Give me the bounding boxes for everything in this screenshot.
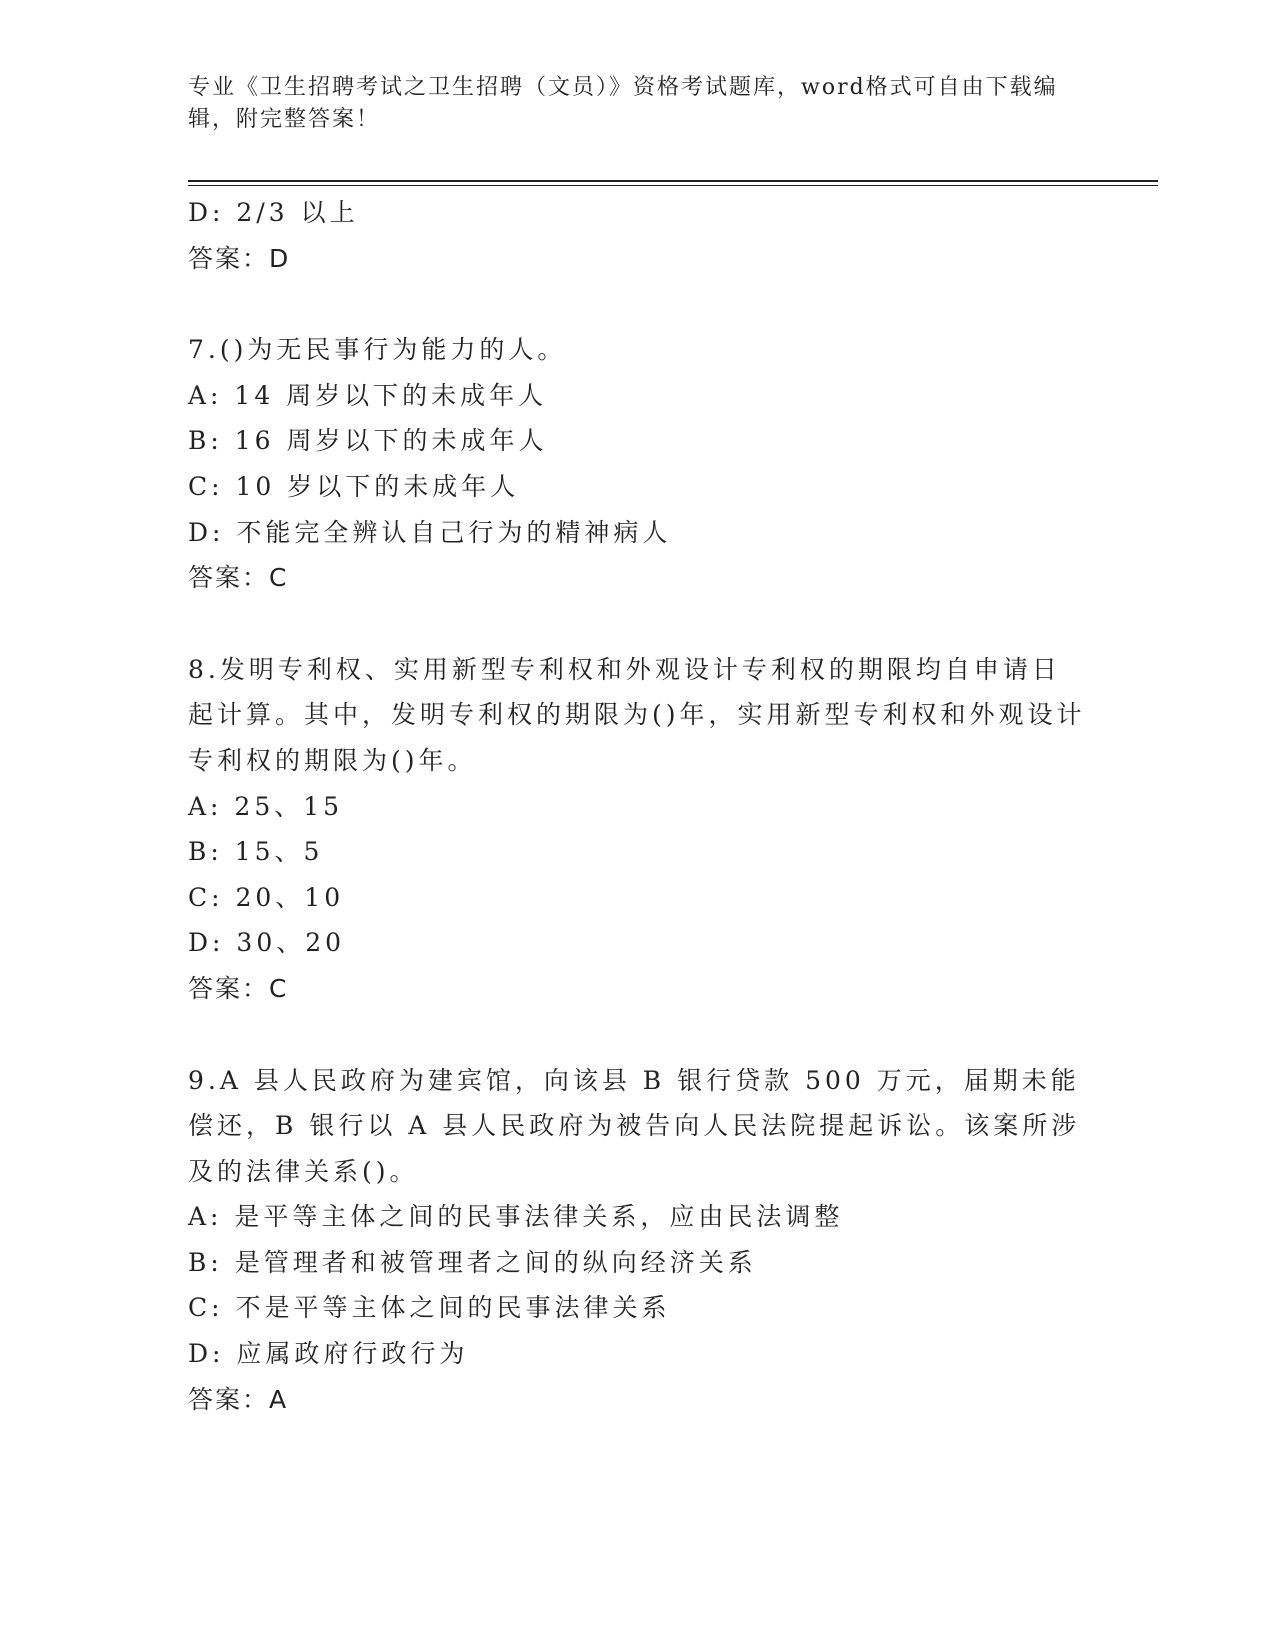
option-b: B: 16 周岁以下的未成年人 — [188, 426, 548, 456]
answer-line: 答案：A — [188, 1384, 289, 1414]
option-d: D: 应属政府行政行为 — [188, 1339, 469, 1369]
question-7 — [188, 327, 1088, 601]
option-c: C: 10 岁以下的未成年人 — [188, 471, 520, 501]
question-list — [188, 190, 1088, 1422]
option-d: D: 30、20 — [188, 928, 346, 958]
question-stem: 8.发明专利权、实用新型专利权和外观设计专利权的期限均自申请日起计算。其中，发明专利权的期限为()年，实用新型专利权和外观设计专利权的期限为()年。 — [188, 654, 1086, 775]
spacer — [188, 601, 1088, 647]
option-c: C: 不是平等主体之间的民事法律关系 — [188, 1293, 671, 1323]
option-c: C: 20、10 — [188, 882, 345, 912]
option-a: A: 是平等主体之间的民事法律关系，应由民法调整 — [188, 1202, 844, 1232]
option-a: A: 25、15 — [188, 791, 344, 821]
question-9 — [188, 1058, 1088, 1423]
spacer — [188, 281, 1088, 327]
option-a: A: 14 周岁以下的未成年人 — [188, 380, 548, 410]
option-d: D: 不能完全辨认自己行为的精神病人 — [188, 517, 672, 547]
question-8 — [188, 647, 1088, 1012]
spacer — [188, 1012, 1088, 1058]
header-rule-thick — [188, 180, 1158, 182]
document-header: 专业《卫生招聘考试之卫生招聘（文员）》资格考试题库，word格式可自由下载编辑，附完整答案！ — [188, 75, 1058, 132]
header-rule-thin — [188, 185, 1158, 186]
option-b: B: 是管理者和被管理者之间的纵向经济关系 — [188, 1247, 757, 1277]
answer-line: 答案：C — [188, 563, 289, 593]
answer-line: 答案：D — [188, 243, 291, 273]
question-stem: 9.A 县人民政府为建宾馆，向该县 B 银行贷款 500 万元，届期未能偿还，B 银行以 A 县人民政府为被告向人民法院提起诉讼。该案所涉及的法律关系()。 — [188, 1065, 1081, 1186]
option-d: D: 2/3 以上 — [188, 198, 359, 227]
option-b: B: 15、5 — [188, 837, 324, 867]
answer-line: 答案：C — [188, 973, 289, 1003]
question-stem: 7.()为无民事行为能力的人。 — [188, 335, 567, 365]
